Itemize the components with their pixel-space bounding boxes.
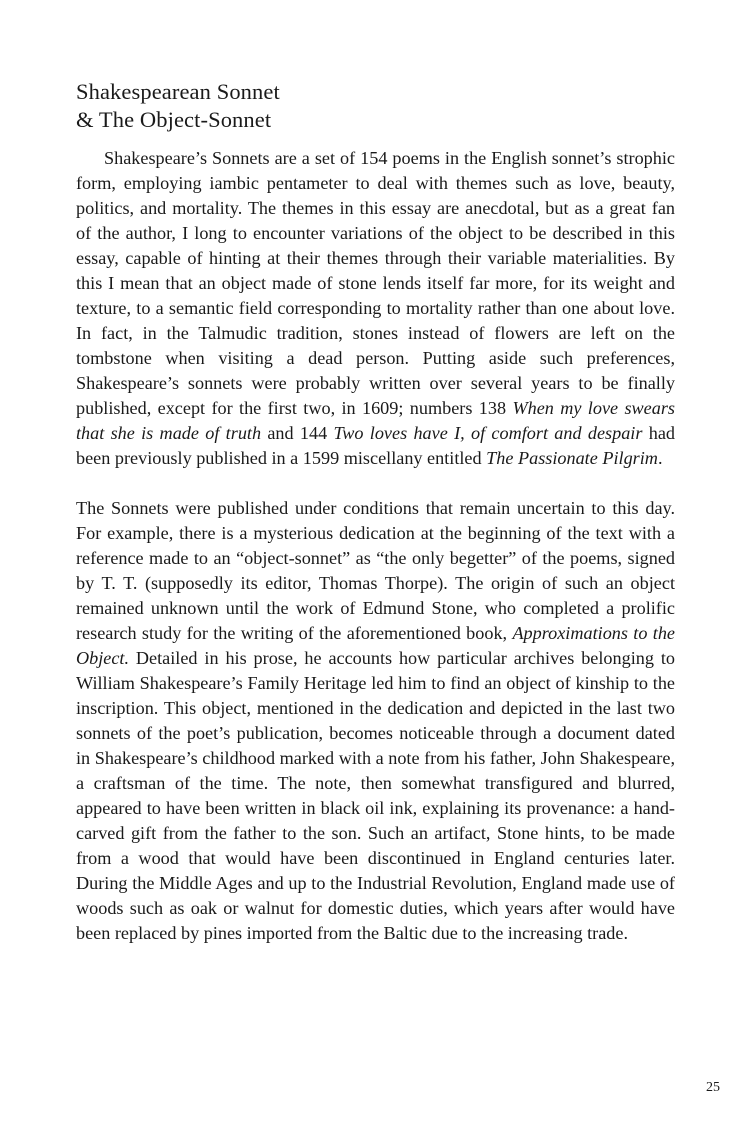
sonnet-138-title: When my love swears that she is made of truth — [76, 398, 675, 443]
document-page — [76, 78, 675, 946]
section-title-line-2: & The Object-Sonnet — [76, 107, 272, 132]
page-number: 25 — [706, 1080, 720, 1095]
paragraph-1-text-b: and 144 — [261, 423, 334, 443]
paragraph-1-text-a: Shakespeare’s Sonnets are a set of 154 poems in the English sonnet’s strophic form, employing iambic pentameter to deal with themes such as love, beauty, politics, and mortality. The themes in this essay are anecdotal, but as a great fan of the author, I long to encounter variations of the object to be described in this essay, capable of hinting at their themes through their variable materialities. By this I mean that an object made of stone lends itself far more, for its weight and texture, to a semantic field corresponding to mortality rather than one about love. In fact, in the Talmudic tradition, stones instead of flowers are left on the tombstone when visiting a dead person. Putting aside such preferences, Shakespeare’s sonnets were probably written over several years to be finally published, except for the first two, in 1609; numbers 138 — [76, 148, 675, 418]
body-paragraph-1 — [76, 146, 675, 471]
paragraph-2-text-a: The Sonnets were published under conditions that remain uncertain to this day. For example, there is a mysterious dedication at the beginning of the text with a reference made to an “object-sonnet” as “the only begetter” of the poems, signed by T. T. (supposedly its editor, Thomas Thorpe). The origin of such an object remained unknown until the work of Edmund Stone, who completed a prolific research study for the writing of the aforementioned book, — [76, 498, 675, 643]
section-title-line-1: Shakespearean Sonnet — [76, 79, 280, 104]
section-title — [76, 78, 675, 134]
paragraph-2-text-b: Detailed in his prose, he accounts how particular archives belonging to William Shakespeare’s Family Heritage led him to find an object of kinship to the inscription. This object, mentioned in the dedication and depicted in the last two sonnets of the poet’s publication, becomes noticeable through a document dated in Shakespeare’s childhood marked with a note from his father, John Shakespeare, a craftsman of the time. The note, then somewhat transfigured and blurred, appeared to have been written in black oil ink, explaining its provenance: a hand-carved gift from the father to the son. Such an artifact, Stone hints, to be made from a wood that would have been discontinued in England centuries later. During the Middle Ages and up to the Industrial Revolution, England made use of woods such as oak or walnut for domestic duties, which years after would have been replaced by pines imported from the Baltic due to the increasing trade. — [76, 648, 675, 943]
sonnet-144-title: Two loves have I, of comfort and despair — [333, 423, 643, 443]
book-title: Approximations to the Object. — [76, 623, 676, 668]
miscellany-title: The Passionate Pilgrim — [486, 448, 658, 468]
paragraph-1-text-d: . — [657, 448, 663, 468]
paragraph-1-text-c: had been previously published in a 1599 miscellany entitled — [76, 423, 675, 468]
body-paragraph-2 — [76, 496, 675, 946]
